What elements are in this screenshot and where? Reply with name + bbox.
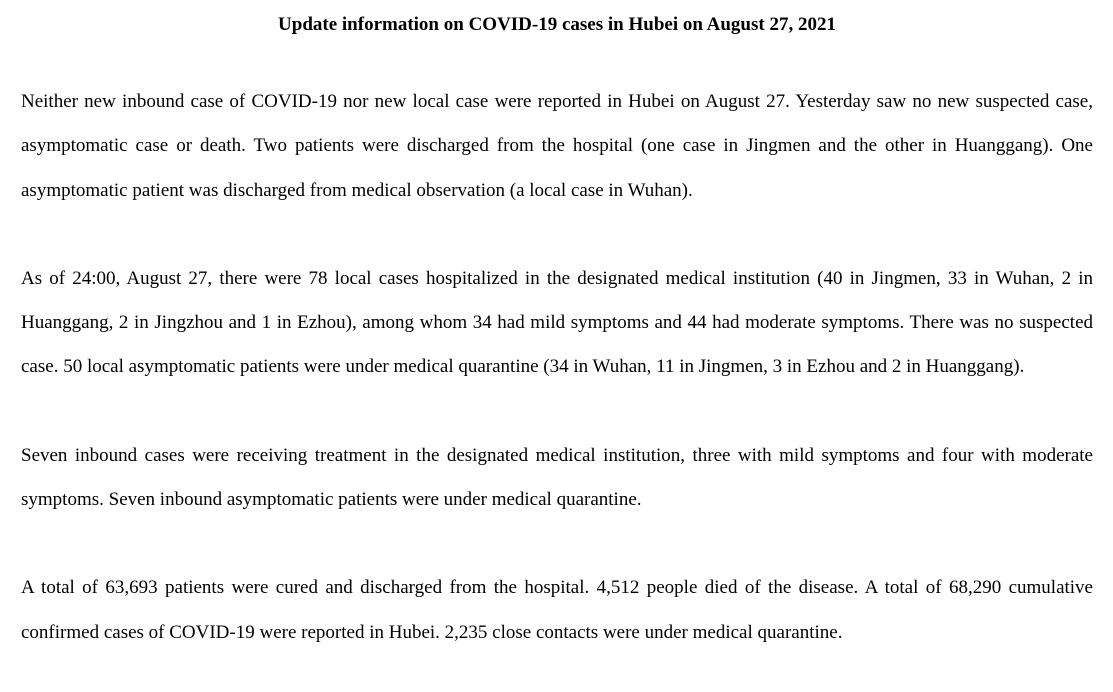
- paragraph-inbound-cases: Seven inbound cases were receiving treatment in the designated medical institution, three with mild symptoms and four with moderate symptoms. Seven inbound asymptomatic patients were under medical quarantine.: [21, 444, 1093, 511]
- paragraph-local-cases: As of 24:00, August 27, there were 78 local cases hospitalized in the designated medical institution (40 in Jingmen, 33 in Wuhan, 2 in Huanggang, 2 in Jingzhou and 1 in Ezhou), among whom 34 had mild symptoms and 44 had moderate symptoms. There was no suspected case. 50 local asymptomatic patients were under medical quarantine (34 in Wuhan, 11 in Jingmen, 3 in Ezhou and 2 in Huanggang).: [21, 267, 1093, 378]
- paragraph-cumulative-totals: A total of 63,693 patients were cured and discharged from the hospital. 4,512 people died of the disease. A total of 68,290 cumulative confirmed cases of COVID-19 were reported in Hubei. 2,235 close contacts were under medical quarantine.: [21, 577, 1093, 643]
- paragraph-daily-summary: Neither new inbound case of COVID-19 nor new local case were reported in Hubei on August 27. Yesterday saw no new suspected case, asymptomatic case or death. Two patients were discharged from the hospital (one case in Jingmen and the other in Huanggang). One asymptomatic patient was discharged from medical observation (a local case in Wuhan).: [21, 91, 1093, 201]
- document-title: Update information on COVID-19 cases in Hubei on August 27, 2021: [278, 14, 836, 35]
